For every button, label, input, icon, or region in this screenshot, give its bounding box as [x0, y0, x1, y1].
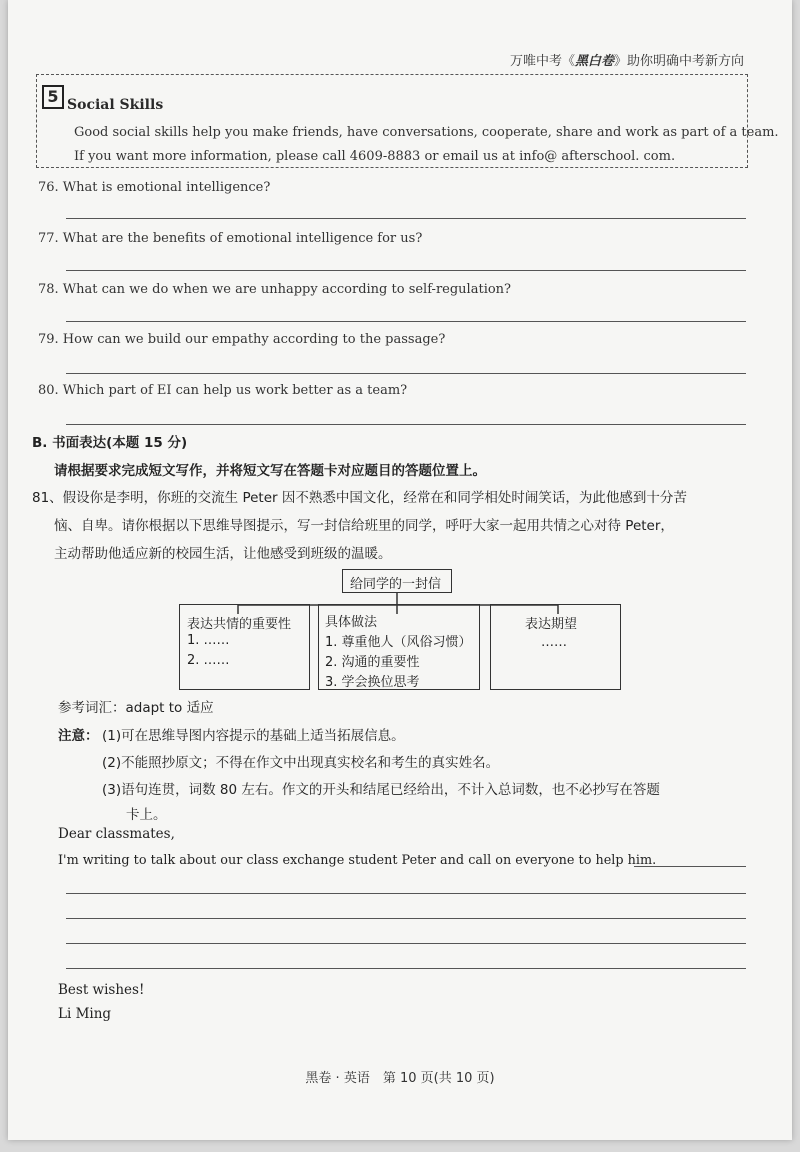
notice-line-1: Good social skills help you make friends, have conversations, cooperate, share and work as part of a team. — [74, 125, 779, 140]
mindmap-right-item-1: …… — [541, 635, 567, 650]
mindmap-right-node — [490, 604, 621, 690]
writing-line-0[interactable] — [634, 866, 746, 867]
question-79: 79. How can we build our empathy according to the passage? — [38, 332, 446, 347]
notes-label: 注意： — [58, 728, 99, 744]
notice-title: Social Skills — [67, 97, 164, 113]
exam-page — [8, 0, 792, 1140]
notice-number: 5 — [42, 85, 64, 109]
notice-line-2: If you want more information, please call 4609-8883 or email us at info@ afterschool. com. — [74, 149, 676, 164]
mindmap-root — [342, 569, 452, 593]
prompt-line-1: 81、假设你是李明，你班的交流生 Peter 因不熟悉中国文化，经常在和同学相处时闹笑话，为此他感到十分苦 — [32, 490, 687, 506]
prompt-line-3: 主动帮助他适应新的校园生活，让他感受到班级的温暖。 — [54, 546, 392, 562]
question-76: 76. What is emotional intelligence? — [38, 180, 271, 195]
mindmap-mid-node — [318, 604, 480, 690]
section-b-title: B. 书面表达(本题 15 分) — [32, 435, 188, 451]
mindmap-mid-item-2: 2. 沟通的重要性 — [325, 655, 420, 670]
letter-signature: Li Ming — [58, 1006, 112, 1022]
header-brand: 黑白卷 — [574, 54, 614, 69]
mindmap-root-label: 给同学的一封信 — [350, 577, 442, 592]
mindmap-mid-item-1: 1. 尊重他人（风俗习惯） — [325, 635, 472, 650]
vocab-note: 参考词汇：adapt to 适应 — [58, 700, 214, 716]
writing-line-1[interactable] — [66, 893, 746, 894]
mindmap-mid-item-3: 3. 学会换位思考 — [325, 675, 420, 690]
header-suffix: 》助你明确中考新方向 — [613, 54, 744, 69]
mindmap-left-item-2: 2. …… — [187, 653, 230, 668]
writing-line-2[interactable] — [66, 918, 746, 919]
note-2: (2)不能照抄原文；不得在作文中出现真实校名和考生的真实姓名。 — [102, 755, 500, 771]
writing-line-4[interactable] — [66, 968, 746, 969]
mindmap-left-title: 表达共情的重要性 — [187, 617, 292, 632]
page-footer: 黑卷 · 英语 第 10 页(共 10 页) — [305, 1071, 495, 1086]
question-77: 77. What are the benefits of emotional intelligence for us? — [38, 231, 423, 246]
mindmap-left-item-1: 1. …… — [187, 633, 230, 648]
mindmap-mid-title: 具体做法 — [325, 615, 378, 630]
question-80: 80. Which part of EI can help us work better as a team? — [38, 383, 408, 398]
letter-opening: I'm writing to talk about our class exchange student Peter and call on everyone to help him. — [58, 853, 657, 868]
writing-line-3[interactable] — [66, 943, 746, 944]
mindmap-right-title: 表达期望 — [525, 617, 578, 632]
question-78: 78. What can we do when we are unhappy according to self-regulation? — [38, 282, 512, 297]
section-b-instruction: 请根据要求完成短文写作，并将短文写在答题卡对应题目的答题位置上。 — [54, 463, 486, 479]
note-3b: 卡上。 — [126, 807, 167, 823]
note-1: (1)可在思维导图内容提示的基础上适当拓展信息。 — [102, 728, 405, 744]
prompt-line-2: 恼、自卑。请你根据以下思维导图提示，写一封信给班里的同学，呼吁大家一起用共情之心对待 Peter， — [54, 518, 674, 534]
mindmap-left-node — [179, 604, 310, 690]
letter-greeting: Dear classmates, — [58, 826, 175, 842]
letter-closing: Best wishes! — [58, 982, 145, 998]
header-prefix: 万唯中考《 — [509, 54, 575, 69]
note-3a: (3)语句连贯，词数 80 左右。作文的开头和结尾已经给出，不计入总词数，也不必抄写在答题 — [102, 782, 660, 798]
